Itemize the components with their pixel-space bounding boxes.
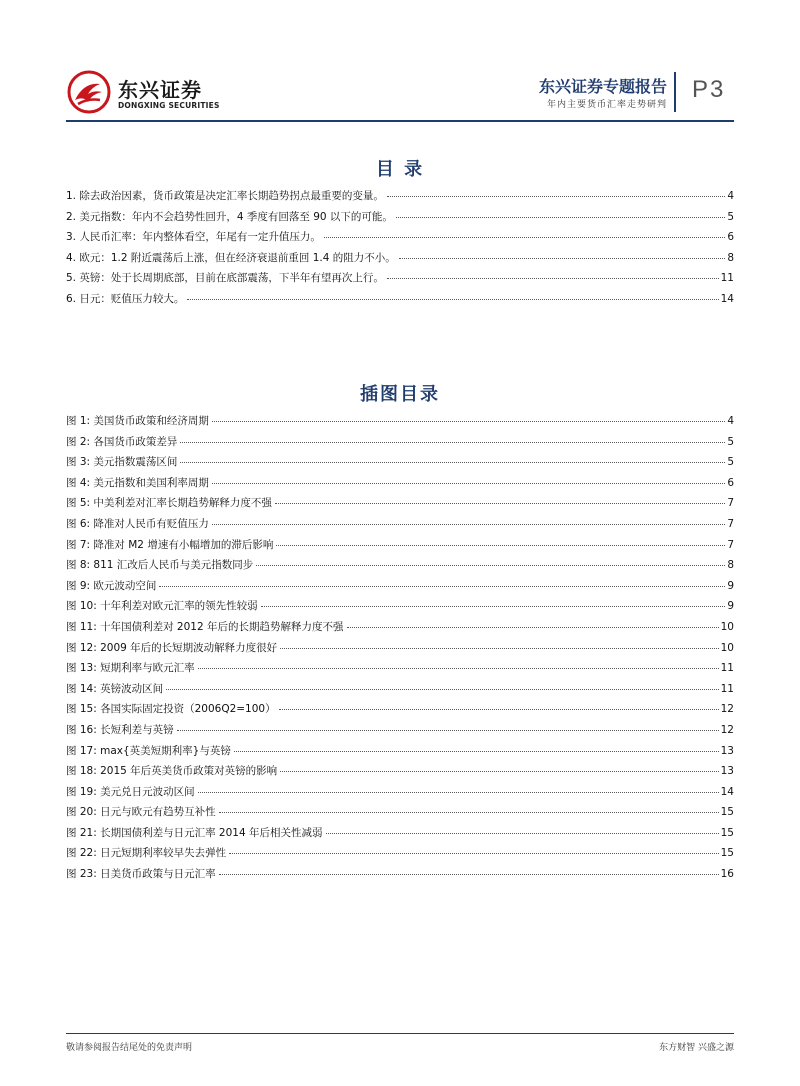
- figure-number: 图 10:: [66, 600, 97, 613]
- figure-entry[interactable]: [66, 537, 734, 558]
- figure-label: 美元指数震荡区间: [93, 456, 178, 469]
- figure-label: 日元短期利率较早失去弹性: [100, 847, 227, 860]
- contents-entry[interactable]: [66, 270, 734, 291]
- header-rule: [66, 120, 734, 122]
- figure-entry[interactable]: [66, 722, 734, 743]
- entry-page: 6: [727, 231, 734, 244]
- dot-leader: [276, 544, 725, 546]
- figure-label: 十年国债利差对 2012 年后的长期趋势解释力度不强: [100, 620, 344, 633]
- dot-leader: [229, 852, 719, 854]
- entry-label: 1. 除去政治因素，货币政策是决定汇率长期趋势拐点最重要的变量。: [66, 190, 384, 202]
- figure-page: 13: [720, 765, 734, 778]
- dot-leader: [180, 461, 725, 463]
- dot-leader: [279, 708, 719, 710]
- dot-leader: [256, 564, 725, 566]
- figure-page: 11: [720, 682, 734, 695]
- figure-page: 10: [720, 620, 734, 633]
- figure-label: 2009 年后的长短期波动解释力度很好: [100, 641, 278, 654]
- dot-leader: [261, 605, 726, 607]
- dot-leader: [275, 502, 725, 504]
- dot-leader: [187, 298, 718, 300]
- figure-entry[interactable]: [66, 475, 734, 496]
- dot-leader: [166, 688, 719, 690]
- figure-number: 图 16:: [66, 723, 97, 736]
- dot-leader: [212, 482, 725, 484]
- figure-label: 2015 年后英美货币政策对英镑的影响: [100, 765, 278, 778]
- figure-label: 美元兑日元波动区间: [100, 785, 195, 798]
- figure-entry[interactable]: [66, 784, 734, 805]
- figure-entry[interactable]: [66, 619, 734, 640]
- figure-page: 14: [720, 785, 734, 798]
- contents-entry[interactable]: [66, 188, 734, 209]
- footer-disclaimer: 敬请参阅报告结尾处的免责声明: [66, 1043, 193, 1053]
- dongxing-logo-icon: [66, 70, 112, 114]
- figures-list: [66, 413, 734, 887]
- page-number: P3: [692, 76, 726, 103]
- entry-label: 6. 日元：贬值压力较大。: [66, 292, 185, 305]
- dot-leader: [347, 626, 719, 628]
- figure-entry[interactable]: [66, 578, 734, 599]
- figure-number: 图 9:: [66, 579, 91, 592]
- figure-page: 4: [727, 415, 734, 427]
- dot-leader: [234, 750, 719, 752]
- figure-entry[interactable]: [66, 701, 734, 722]
- figure-entry[interactable]: [66, 825, 734, 846]
- dot-leader: [198, 791, 719, 793]
- figure-number: 图 15:: [66, 703, 97, 716]
- figure-entry[interactable]: [66, 845, 734, 866]
- entry-page: 4: [727, 190, 734, 202]
- figure-page: 7: [727, 517, 734, 530]
- figure-number: 图 23:: [66, 868, 97, 881]
- figure-entry[interactable]: [66, 660, 734, 681]
- dot-leader: [396, 216, 725, 218]
- figure-number: 图 18:: [66, 765, 97, 778]
- figure-entry[interactable]: [66, 598, 734, 619]
- figure-page: 15: [720, 847, 734, 860]
- figure-label: 日元与欧元有趋势互补性: [100, 806, 216, 819]
- figure-entry[interactable]: [66, 763, 734, 784]
- figure-page: 6: [727, 476, 734, 489]
- dot-leader: [180, 441, 725, 443]
- company-logo: [66, 70, 220, 118]
- figure-entry[interactable]: [66, 743, 734, 764]
- entry-page: 8: [727, 251, 734, 264]
- figure-page: 15: [720, 826, 734, 839]
- figure-number: 图 1:: [66, 415, 91, 427]
- entry-page: 5: [727, 210, 734, 223]
- figure-label: 美国货币政策和经济周期: [93, 415, 209, 427]
- figure-number: 图 8:: [66, 559, 91, 572]
- entry-label: 2. 美元指数：年内不会趋势性回升，4 季度有回落至 90 以下的可能。: [66, 210, 393, 223]
- dot-leader: [212, 420, 725, 422]
- dot-leader: [212, 523, 725, 525]
- figure-number: 图 4:: [66, 476, 91, 489]
- figure-entry[interactable]: [66, 454, 734, 475]
- dot-leader: [219, 873, 719, 875]
- figure-number: 图 7:: [66, 538, 91, 551]
- figure-label: 长短利差与英镑: [100, 723, 174, 736]
- figure-label: 十年利差对欧元汇率的领先性较弱: [100, 600, 258, 613]
- figure-page: 7: [727, 538, 734, 551]
- figure-page: 16: [720, 868, 734, 881]
- footer-rule: [66, 1033, 734, 1034]
- logo-text-en: DONGXING SECURITIES: [118, 101, 220, 110]
- figure-entry[interactable]: [66, 516, 734, 537]
- report-title: 东兴证券专题报告: [538, 77, 667, 96]
- figure-page: 13: [720, 744, 734, 757]
- figure-number: 图 14:: [66, 682, 97, 695]
- figure-page: 7: [727, 497, 734, 510]
- dot-leader: [326, 832, 719, 834]
- figure-number: 图 19:: [66, 785, 97, 798]
- contents-list: [66, 188, 734, 312]
- figure-page: 10: [720, 641, 734, 654]
- header-divider: [674, 72, 676, 112]
- entry-page: 14: [720, 292, 734, 305]
- entry-label: 4. 欧元：1.2 附近震荡后上涨，但在经济衰退前重回 1.4 的阻力不小。: [66, 251, 396, 264]
- figure-entry[interactable]: [66, 866, 734, 887]
- figure-number: 图 21:: [66, 826, 97, 839]
- figure-label: 短期利率与欧元汇率: [100, 662, 195, 675]
- figure-label: 各国实际固定投资（2006Q2=100）: [100, 703, 276, 716]
- figure-page: 9: [727, 579, 734, 592]
- figure-label: max{英美短期利率}与英镑: [100, 744, 231, 757]
- figure-entry[interactable]: [66, 557, 734, 578]
- entry-label: 3. 人民币汇率：年内整体看空，年尾有一定升值压力。: [66, 231, 321, 244]
- report-subtitle: 年内主要货币汇率走势研判: [546, 100, 667, 110]
- figure-number: 图 6:: [66, 517, 91, 530]
- figure-entry[interactable]: [66, 804, 734, 825]
- dot-leader: [324, 236, 725, 238]
- figure-number: 图 5:: [66, 497, 91, 510]
- figure-page: 12: [720, 703, 734, 716]
- entry-page: 11: [720, 272, 734, 285]
- contents-title: 目 录: [375, 159, 425, 180]
- contents-entry[interactable]: [66, 229, 734, 250]
- figure-page: 11: [720, 662, 734, 675]
- contents-entry[interactable]: [66, 291, 734, 312]
- dot-leader: [177, 729, 719, 731]
- figure-number: 图 11:: [66, 620, 97, 633]
- figure-number: 图 12:: [66, 641, 97, 654]
- figure-number: 图 3:: [66, 456, 91, 469]
- dot-leader: [198, 667, 719, 669]
- entry-label: 5. 英镑：处于长周期底部，目前在底部震荡，下半年有望再次上行。: [66, 272, 384, 285]
- figure-entry[interactable]: [66, 681, 734, 702]
- logo-text-cn: 东兴证券: [118, 78, 202, 102]
- dot-leader: [280, 647, 718, 649]
- figure-label: 日美货币政策与日元汇率: [100, 868, 216, 881]
- figure-label: 美元指数和美国利率周期: [93, 476, 209, 489]
- figure-number: 图 22:: [66, 847, 97, 860]
- figure-number: 图 13:: [66, 662, 97, 675]
- figure-page: 5: [727, 456, 734, 469]
- dot-leader: [280, 770, 718, 772]
- figure-label: 长期国债利差与日元汇率 2014 年后相关性减弱: [100, 826, 323, 839]
- dot-leader: [219, 811, 719, 813]
- figure-label: 欧元波动空间: [93, 579, 157, 592]
- page-header: [0, 0, 800, 125]
- figure-page: 8: [727, 559, 734, 572]
- figure-entry[interactable]: [66, 640, 734, 661]
- figure-number: 图 17:: [66, 744, 97, 757]
- figure-label: 降准对 M2 增速有小幅增加的滞后影响: [93, 538, 274, 551]
- figure-label: 中美利差对汇率长期趋势解释力度不强: [93, 497, 272, 510]
- figures-title: 插图目录: [360, 384, 440, 405]
- figure-page: 9: [727, 600, 734, 613]
- figure-entry[interactable]: [66, 495, 734, 516]
- footer-slogan: 东方财智 兴盛之源: [659, 1043, 734, 1053]
- dot-leader: [387, 195, 725, 197]
- figure-number: 图 2:: [66, 435, 91, 448]
- figure-number: 图 20:: [66, 806, 97, 819]
- figure-page: 15: [720, 806, 734, 819]
- figure-entry[interactable]: [66, 413, 734, 434]
- figure-label: 英镑波动区间: [100, 682, 164, 695]
- dot-leader: [159, 585, 725, 587]
- dot-leader: [387, 277, 719, 279]
- dot-leader: [399, 257, 726, 259]
- figure-page: 5: [727, 435, 734, 448]
- figure-label: 811 汇改后人民币与美元指数同步: [93, 559, 254, 572]
- figure-page: 12: [720, 723, 734, 736]
- contents-entry[interactable]: [66, 209, 734, 230]
- figure-label: 降准对人民币有贬值压力: [93, 517, 209, 530]
- contents-entry[interactable]: [66, 250, 734, 271]
- figure-label: 各国货币政策差异: [93, 435, 178, 448]
- figure-entry[interactable]: [66, 434, 734, 455]
